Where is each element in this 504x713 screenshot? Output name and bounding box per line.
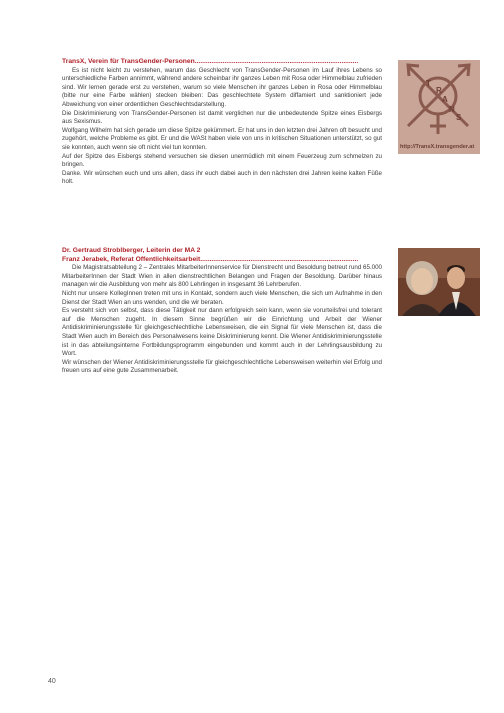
logo-letter: S [456, 113, 462, 122]
heading-text: Dr. Gertraud Stroblberger, Leiterin der MA 2 [62, 247, 201, 254]
paragraph: Es versteht sich von selbst, dass diese Tätigkeit nur dann erfolgreich sein kann, wenn sie vorurteilsfrei und tolerant auf die Menschen zugeht. In diesem Sinne begrüßen wir die Einrichtung und Arbeit der Wiener Antidiskriminierungsstelle für gleichgeschlechtliche Lebensweisen, die ein Signal für viele Menschen ist, dass die Stadt Wien auch im Bereich des Personalwesens keine Diskriminierung kennt. Die Wiener Antidiskriminierungsstelle ist in das abteilungsinterne Fortbildungsprogramm eingebunden und kommt auch in der Lehrlingsausbildung zu Wort. [62, 307, 382, 358]
heading-text: Franz Jerabek, Referat Öffentlichkeitsarbeit [62, 255, 201, 263]
paragraph: Wolfgang Wilhelm hat sich gerade um diese Spitze gekümmert. Er hat uns in den letzten drei Jahren oft besucht und zugehört, welche Probleme es gibt. Er und die WASt haben viele von uns in kritischen Situationen unterstützt, so gut sie konnten, auch wenn sie oft nicht viel tun konnten. [62, 126, 382, 151]
paragraph: Die Diskriminierung von TransGender-Personen ist damit verglichen nur die unbedeutende Spitze eines Eisbergs aus Sexismus. [62, 109, 382, 126]
paragraph: Nicht nur unsere KollegInnen treten mit uns in Kontakt, sondern auch viele Menschen, die sich um Aufnahme in den Dienst der Stadt Wien an uns wenden, und die wir beraten. [62, 289, 382, 306]
logo-letter: R [436, 86, 442, 95]
dot-leader: ........................................................................................ [194, 58, 359, 65]
logo-letter: N [449, 105, 455, 114]
section-subheading [62, 256, 382, 265]
logo-letter: T [426, 79, 431, 88]
section-heading [62, 247, 382, 256]
portrait-photo [398, 248, 480, 316]
portrait-photo-image [398, 248, 480, 316]
section-ma2 [62, 247, 382, 376]
paragraph: Wir wünschen der Wiener Antidiskriminierungsstelle für gleichgeschlechtliche Lebensweisen weiterhin viel Erfolg und freuen uns auf eine gute Zusammenarbeit. [62, 358, 382, 375]
transx-logo [398, 60, 480, 154]
paragraph: Es ist nicht leicht zu verstehen, warum das Geschlecht von TransGender-Personen im Lauf ihres Lebens so unterschiedliche Farben annimmt, während andere scheinbar ihr ganzes Leben mit Rosa oder Himmelblau zufrieden sind. Wir lernen gerade erst zu verstehen, warum so viele Menschen ihr ganzes Leben in Rosa oder Himmelblau (bitte nur eine Farbe wählen) stecken bleiben: Das geschlechtete System diffamiert und sanktioniert jede Abweichung von einer ordentlichen Geschlechtsdarstellung. [62, 66, 382, 108]
logo-letter: A [442, 95, 448, 104]
section-transx [62, 58, 382, 187]
paragraph: Die Magistratsabteilung 2 – Zentrales MitarbeiterInnenservice für Dienstrecht und Besoldung betreut rund 65.000 MitarbeiterInnen der Stadt Wien in allen dienstrechtlichen Belangen und Fragen der Besoldung. Darüber hinaus managen wir die Ausbildung von mehr als 800 Lehrlingen in insgesamt 36 Lehrberufen. [62, 264, 382, 289]
section-heading [62, 58, 382, 67]
dot-leader: ..................................................................................... [200, 255, 359, 263]
paragraph: Danke. Wir wünschen euch und uns allen, dass ihr euch dabei auch in den nächsten drei Jahren keine kalten Füße holt. [62, 169, 382, 186]
logo-url: http://TransX.transgender.at [400, 144, 475, 150]
paragraph: Auf der Spitze des Eisbergs stehend versuchen sie diesen unermüdlich mit einem Feuerzeug zum schmelzen zu bringen. [62, 152, 382, 169]
page-number: 40 [48, 678, 56, 685]
transgender-symbol-icon [398, 60, 480, 154]
heading-text: TransX, Verein für TransGender-Personen [62, 58, 195, 65]
